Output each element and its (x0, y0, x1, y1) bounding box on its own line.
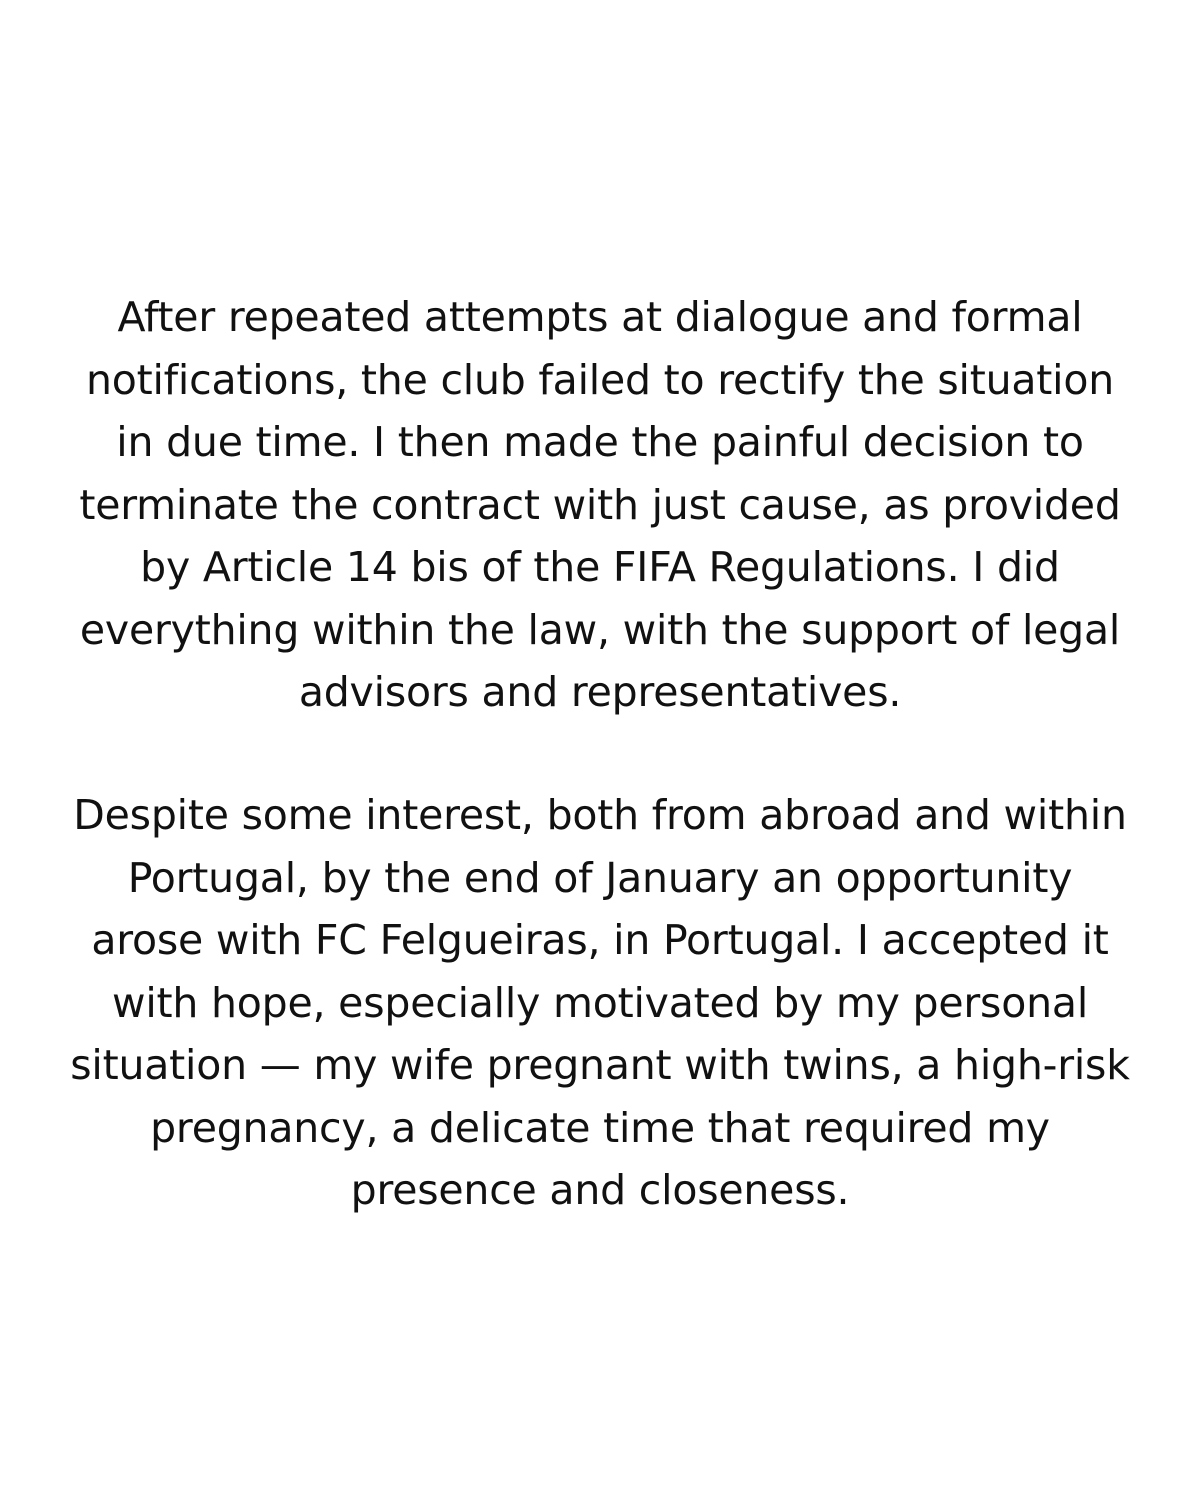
text-line: Portugal, by the end of January an opportunity (127, 853, 1073, 902)
text-line: terminate the contract with just cause, as provided (79, 480, 1121, 529)
text-line: everything within the law, with the support of legal (79, 605, 1121, 654)
text-line: situation — my wife pregnant with twins, a high-risk (70, 1041, 1130, 1089)
statement-paragraph-2 (40, 784, 1160, 1222)
text-line: Despite some interest, both from abroad and within (73, 791, 1127, 839)
text-line: advisors and representatives. (298, 668, 902, 716)
text-line: by Article 14 bis of the FIFA Regulations. I did (140, 543, 1060, 591)
text-line: arose with FC Felgueiras, in Portugal. I accepted it (91, 916, 1109, 964)
text-line: presence and closeness. (350, 1166, 850, 1214)
text-line: After repeated attempts at dialogue and formal (117, 293, 1083, 341)
text-line: notifications, the club failed to rectify the situation (85, 355, 1115, 404)
text-line: with hope, especially motivated by my personal (111, 978, 1089, 1027)
text-line: in due time. I then made the painful decision to (116, 418, 1084, 466)
statement-paragraph-1 (40, 286, 1160, 724)
text-line: pregnancy, a delicate time that required my (150, 1103, 1050, 1152)
